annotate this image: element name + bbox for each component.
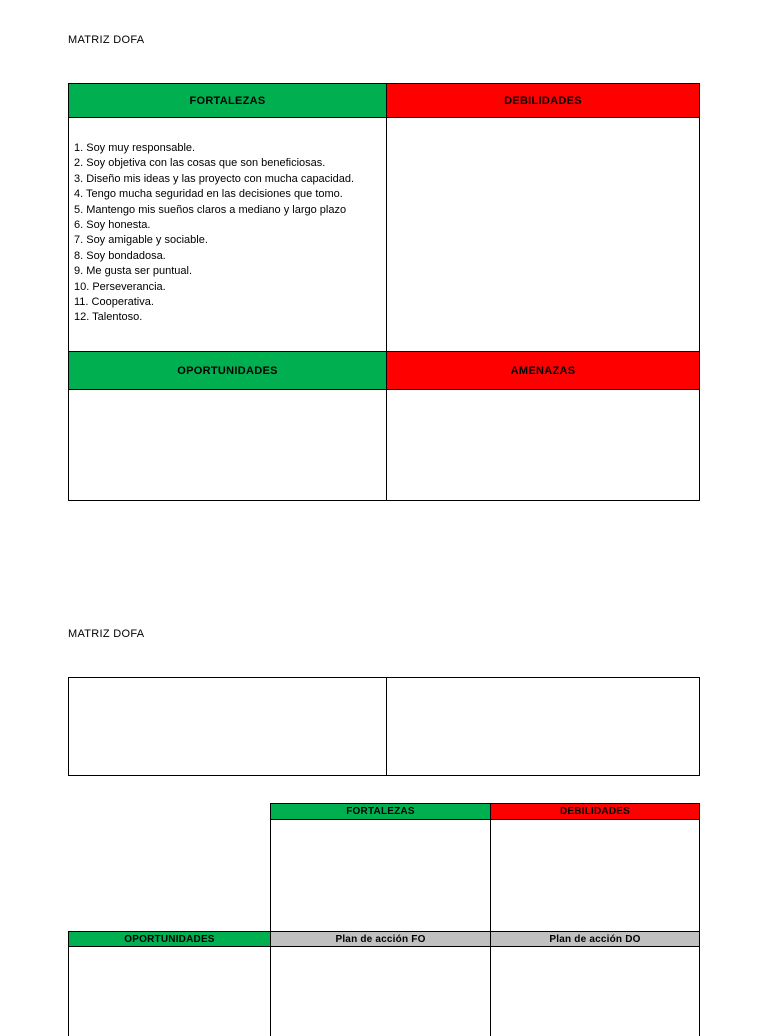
plan-fo-header: Plan de acción FO: [270, 931, 491, 947]
list-item: 8. Soy bondadosa.: [74, 249, 166, 262]
list-item: 5. Mantengo mis sueños claros a mediano y largo plazo: [74, 203, 347, 216]
debilidades-cell: [386, 117, 700, 352]
list-item: 9. Me gusta ser puntual.: [74, 265, 193, 278]
list-item: 4. Tengo mucha seguridad en las decisiones que tomo.: [74, 188, 343, 201]
list-item: 10. Perseverancia.: [74, 280, 166, 293]
debilidades-cell-small: [490, 819, 700, 932]
list-item: 3. Diseño mis ideas y las proyecto con mucha capacidad.: [74, 172, 355, 185]
oportunidades-cell: [68, 389, 387, 501]
list-item: 2. Soy objetiva con las cosas que son beneficiosas.: [74, 157, 326, 170]
plan-do-cell: [490, 946, 700, 1036]
oportunidades-header-small: OPORTUNIDADES: [68, 931, 271, 947]
debilidades-header: DEBILIDADES: [386, 83, 700, 118]
list-item: 11. Cooperativa.: [74, 296, 154, 309]
list-item: 12. Talentoso.: [74, 311, 143, 324]
fortalezas-list: [74, 141, 354, 326]
fortalezas-header: FORTALEZAS: [68, 83, 387, 118]
plan-fo-cell: [270, 946, 491, 1036]
page-title: MATRIZ DOFA: [68, 34, 145, 46]
empty-cell-right: [386, 677, 700, 776]
list-item: 1. Soy muy responsable.: [74, 142, 196, 154]
plan-do-header: Plan de acción DO: [490, 931, 700, 947]
oportunidades-cell-small: [68, 946, 271, 1036]
amenazas-cell: [386, 389, 700, 501]
oportunidades-header: OPORTUNIDADES: [68, 351, 387, 390]
section-title: MATRIZ DOFA: [68, 628, 145, 640]
list-item: 6. Soy honesta.: [74, 219, 151, 232]
fortalezas-header-small: FORTALEZAS: [270, 803, 491, 820]
list-item: 7. Soy amigable y sociable.: [74, 234, 208, 247]
fortalezas-cell-small: [270, 819, 491, 932]
amenazas-header: AMENAZAS: [386, 351, 700, 390]
empty-cell-left: [68, 677, 387, 776]
debilidades-header-small: DEBILIDADES: [490, 803, 700, 820]
